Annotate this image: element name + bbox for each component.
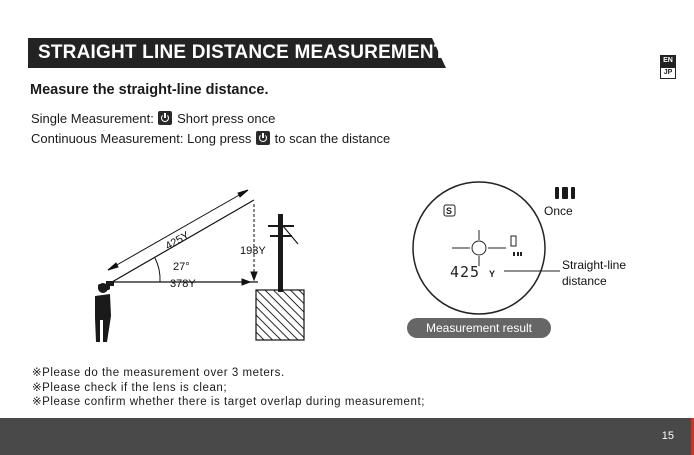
- distance-label: distance: [562, 274, 607, 288]
- lang-en-tab[interactable]: EN: [660, 55, 676, 67]
- person-icon: [95, 281, 114, 342]
- notes-list: [32, 366, 425, 410]
- horizontal-dimension: [204, 279, 250, 285]
- height-label: 193Y: [240, 245, 266, 257]
- power-button-icon: [158, 111, 172, 125]
- mode-symbol: S: [446, 206, 453, 216]
- page-number: 15: [661, 430, 674, 442]
- angle-arc: [155, 258, 160, 282]
- single-measurement-action: Short press once: [177, 111, 276, 126]
- single-measurement-label: Single Measurement:: [31, 111, 154, 126]
- height-dimension: [251, 204, 257, 280]
- note-item: ※Please do the measurement over 3 meters.: [32, 367, 285, 379]
- scan-mini-icon: [513, 252, 522, 256]
- section-banner: [28, 38, 446, 68]
- section-subtitle: Measure the straight-line distance.: [30, 82, 269, 98]
- lang-jp-tab[interactable]: JP: [660, 67, 676, 79]
- line-distance-dimension: [108, 190, 248, 270]
- continuous-measurement-action: to scan the distance: [274, 131, 391, 146]
- angle-label: 27°: [173, 261, 190, 273]
- straight-line-label: Straight-line: [562, 258, 627, 272]
- page-footer: [0, 418, 694, 455]
- horizontal-label: 378Y: [170, 278, 196, 290]
- note-item: ※Please check if the lens is clean;: [32, 381, 228, 394]
- utility-pole-icon: [268, 214, 298, 292]
- continuous-measurement-text: [31, 131, 390, 146]
- rangefinder-display: [413, 182, 560, 314]
- measurement-result-label: Measurement result: [425, 321, 533, 335]
- note-item: ※Please confirm whether there is target overlap during measurement;: [32, 396, 425, 408]
- power-button-icon: [256, 131, 270, 145]
- measurement-diagram: [0, 170, 694, 360]
- distance-reading: 425: [450, 263, 481, 281]
- single-measurement-text: [31, 111, 275, 126]
- once-mode-icon: [555, 187, 575, 199]
- target-building: [256, 290, 304, 340]
- page-title: STRAIGHT LINE DISTANCE MEASUREMENT: [38, 42, 446, 63]
- once-label: Once: [544, 204, 573, 218]
- distance-unit: Y: [489, 269, 496, 279]
- continuous-measurement-label: Continuous Measurement: Long press: [31, 131, 252, 146]
- line-distance-label: 425Y: [163, 229, 192, 253]
